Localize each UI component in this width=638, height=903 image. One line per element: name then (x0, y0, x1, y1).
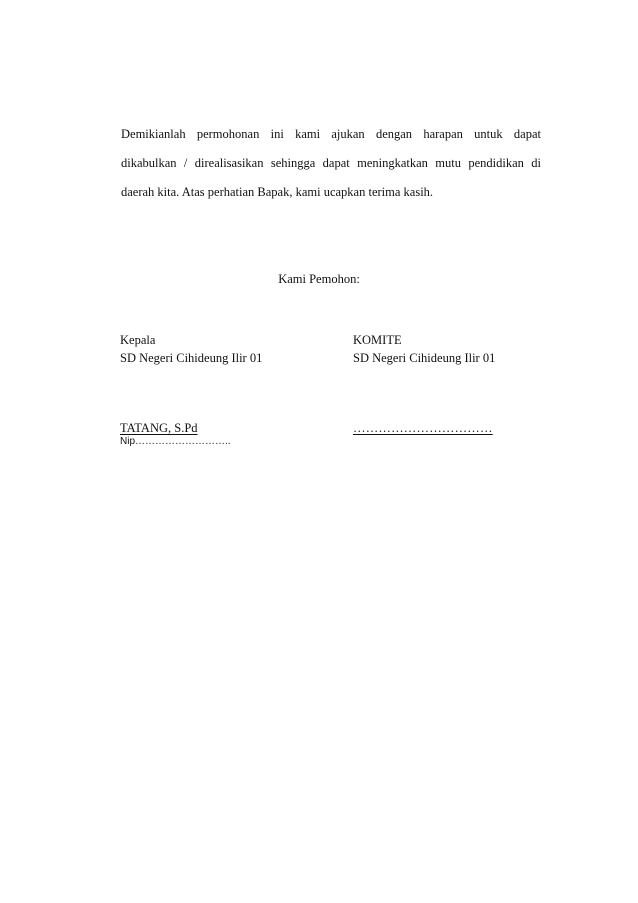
signature-block-committee (353, 331, 553, 367)
closing-salutation: Kami Pemohon: (278, 272, 360, 286)
committee-role: KOMITE (353, 333, 402, 347)
closing-paragraph (121, 120, 541, 207)
committee-institution: SD Negeri Cihideung Ilir 01 (353, 351, 496, 365)
principal-institution: SD Negeri Cihideung Ilir 01 (120, 351, 263, 365)
signature-block-principal (120, 331, 330, 367)
paragraph-line-2: dikabulkan / direalisasikan sehingga dapat meningkatkan mutu pendidikan di (121, 156, 541, 170)
paragraph-line-1: Demikianlah permohonan ini kami ajukan dengan harapan untuk dapat (121, 127, 541, 141)
principal-name: TATANG, S.Pd (120, 421, 198, 435)
committee-name-placeholder: …………………………… (353, 421, 493, 435)
principal-role: Kepala (120, 333, 156, 347)
principal-nip: Nip……………………….. (120, 436, 231, 447)
paragraph-line-3: daerah kita. Atas perhatian Bapak, kami ucapkan terima kasih. (121, 185, 434, 199)
